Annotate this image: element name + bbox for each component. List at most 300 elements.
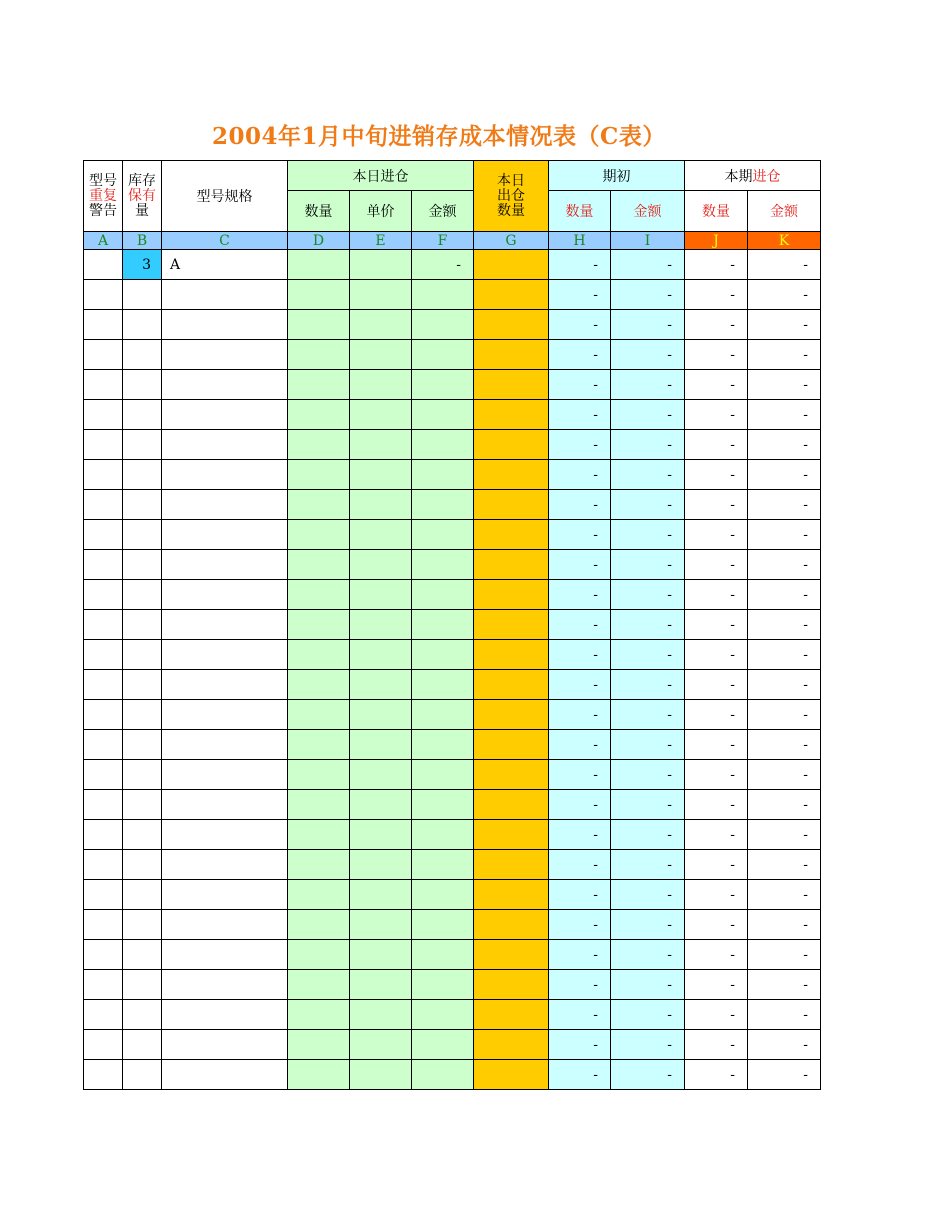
cell-stock[interactable] [123,610,162,640]
cell-spec[interactable] [162,280,288,310]
cell-in-amount[interactable] [412,940,474,970]
cell-open-qty[interactable]: - [549,340,611,370]
cell-period-qty[interactable]: - [685,880,748,910]
cell-open-amount[interactable]: - [611,520,685,550]
cell-in-amount[interactable] [412,670,474,700]
cell-period-qty[interactable]: - [685,970,748,1000]
cell-period-qty[interactable]: - [685,370,748,400]
cell-stock[interactable] [123,880,162,910]
cell-in-price[interactable] [350,700,412,730]
cell-warn[interactable] [84,700,123,730]
cell-period-qty[interactable]: - [685,760,748,790]
cell-period-amount[interactable]: - [748,310,821,340]
cell-open-amount[interactable]: - [611,610,685,640]
cell-in-qty[interactable] [288,340,350,370]
cell-period-qty[interactable]: - [685,850,748,880]
cell-period-amount[interactable]: - [748,910,821,940]
col-letter-i[interactable]: I [611,232,685,250]
cell-out-qty[interactable] [474,880,549,910]
cell-open-amount[interactable]: - [611,970,685,1000]
header-warn[interactable] [84,161,123,232]
cell-period-amount[interactable]: - [748,550,821,580]
cell-period-amount[interactable]: - [748,640,821,670]
cell-stock[interactable] [123,280,162,310]
cell-warn[interactable] [84,250,123,280]
cell-open-qty[interactable]: - [549,730,611,760]
cell-out-qty[interactable] [474,850,549,880]
cell-period-amount[interactable]: - [748,460,821,490]
cell-open-amount[interactable]: - [611,580,685,610]
cell-warn[interactable] [84,820,123,850]
cell-open-qty[interactable]: - [549,430,611,460]
cell-period-amount[interactable]: - [748,700,821,730]
col-letter-b[interactable]: B [123,232,162,250]
cell-period-amount[interactable]: - [748,520,821,550]
cell-open-amount[interactable]: - [611,850,685,880]
cell-in-qty[interactable] [288,310,350,340]
cell-warn[interactable] [84,400,123,430]
cell-stock[interactable] [123,490,162,520]
cell-out-qty[interactable] [474,910,549,940]
header-open-amount[interactable]: 金额 [611,191,685,232]
cell-stock[interactable] [123,370,162,400]
cell-spec[interactable] [162,1000,288,1030]
cell-stock[interactable] [123,820,162,850]
cell-period-qty[interactable]: - [685,550,748,580]
cell-period-qty[interactable]: - [685,700,748,730]
cell-in-amount[interactable] [412,580,474,610]
cell-spec[interactable] [162,430,288,460]
col-letter-g[interactable]: G [474,232,549,250]
cell-in-price[interactable] [350,850,412,880]
cell-in-amount[interactable] [412,760,474,790]
cell-spec[interactable] [162,970,288,1000]
cell-open-amount[interactable]: - [611,940,685,970]
cell-open-amount[interactable]: - [611,670,685,700]
cell-in-amount[interactable] [412,970,474,1000]
cell-spec[interactable] [162,640,288,670]
col-letter-d[interactable]: D [288,232,350,250]
cell-open-qty[interactable]: - [549,790,611,820]
cell-out-qty[interactable] [474,760,549,790]
cell-period-amount[interactable]: - [748,250,821,280]
cell-in-qty[interactable] [288,1000,350,1030]
cell-open-amount[interactable]: - [611,400,685,430]
cell-open-qty[interactable]: - [549,910,611,940]
cell-out-qty[interactable] [474,490,549,520]
col-letter-c[interactable]: C [162,232,288,250]
cell-period-qty[interactable]: - [685,340,748,370]
cell-in-price[interactable] [350,400,412,430]
header-stock[interactable] [123,161,162,232]
cell-in-qty[interactable] [288,730,350,760]
cell-open-amount[interactable]: - [611,820,685,850]
cell-stock[interactable] [123,520,162,550]
cell-stock[interactable] [123,340,162,370]
cell-in-price[interactable] [350,250,412,280]
cell-in-price[interactable] [350,1030,412,1060]
cell-in-price[interactable] [350,370,412,400]
cell-spec[interactable] [162,580,288,610]
cell-open-qty[interactable]: - [549,400,611,430]
cell-open-qty[interactable]: - [549,460,611,490]
cell-stock[interactable] [123,910,162,940]
cell-out-qty[interactable] [474,790,549,820]
cell-out-qty[interactable] [474,970,549,1000]
cell-in-amount[interactable] [412,520,474,550]
cell-spec[interactable] [162,940,288,970]
cell-in-price[interactable] [350,880,412,910]
cell-period-amount[interactable]: - [748,850,821,880]
cell-period-amount[interactable]: - [748,1000,821,1030]
cell-in-amount[interactable] [412,1030,474,1060]
cell-period-amount[interactable]: - [748,430,821,460]
cell-warn[interactable] [84,370,123,400]
cell-spec[interactable] [162,880,288,910]
cell-open-qty[interactable]: - [549,700,611,730]
cell-in-qty[interactable] [288,430,350,460]
cell-stock[interactable] [123,850,162,880]
cell-open-amount[interactable]: - [611,250,685,280]
cell-stock[interactable] [123,1030,162,1060]
cell-in-price[interactable] [350,940,412,970]
cell-open-amount[interactable]: - [611,310,685,340]
cell-in-price[interactable] [350,460,412,490]
cell-period-amount[interactable]: - [748,790,821,820]
cell-open-qty[interactable]: - [549,520,611,550]
cell-in-qty[interactable] [288,700,350,730]
cell-in-amount[interactable] [412,700,474,730]
cell-warn[interactable] [84,1060,123,1090]
cell-open-qty[interactable]: - [549,1000,611,1030]
cell-open-amount[interactable]: - [611,340,685,370]
cell-in-amount[interactable] [412,370,474,400]
cell-in-amount[interactable] [412,340,474,370]
cell-out-qty[interactable] [474,1030,549,1060]
cell-open-qty[interactable]: - [549,880,611,910]
cell-in-qty[interactable] [288,790,350,820]
cell-in-price[interactable] [350,580,412,610]
cell-in-amount[interactable] [412,550,474,580]
cell-in-amount[interactable] [412,880,474,910]
cell-warn[interactable] [84,850,123,880]
cell-open-qty[interactable]: - [549,850,611,880]
cell-out-qty[interactable] [474,820,549,850]
cell-out-qty[interactable] [474,430,549,460]
cell-in-qty[interactable] [288,670,350,700]
cell-open-qty[interactable]: - [549,1060,611,1090]
cell-in-qty[interactable] [288,400,350,430]
cell-out-qty[interactable] [474,310,549,340]
cell-in-qty[interactable] [288,250,350,280]
cell-in-price[interactable] [350,490,412,520]
cell-warn[interactable] [84,610,123,640]
cell-open-qty[interactable]: - [549,310,611,340]
cell-stock[interactable] [123,940,162,970]
cell-period-amount[interactable]: - [748,760,821,790]
cell-out-qty[interactable] [474,520,549,550]
cell-in-price[interactable] [350,640,412,670]
cell-warn[interactable] [84,490,123,520]
header-in-qty[interactable]: 数量 [288,191,350,232]
cell-warn[interactable] [84,580,123,610]
cell-out-qty[interactable] [474,400,549,430]
cell-period-amount[interactable]: - [748,580,821,610]
cell-period-qty[interactable]: - [685,910,748,940]
header-spec[interactable]: 型号规格 [162,161,288,232]
cell-open-qty[interactable]: - [549,580,611,610]
cell-spec[interactable] [162,1060,288,1090]
col-letter-f[interactable]: F [412,232,474,250]
header-out-today[interactable] [474,161,549,232]
cell-out-qty[interactable] [474,940,549,970]
cell-open-qty[interactable]: - [549,760,611,790]
cell-open-amount[interactable]: - [611,1030,685,1060]
cell-stock[interactable] [123,400,162,430]
cell-open-amount[interactable]: - [611,280,685,310]
cell-out-qty[interactable] [474,580,549,610]
cell-warn[interactable] [84,910,123,940]
cell-in-amount[interactable] [412,730,474,760]
header-in-amount[interactable]: 金额 [412,191,474,232]
cell-stock[interactable] [123,550,162,580]
cell-open-amount[interactable]: - [611,490,685,520]
cell-period-qty[interactable]: - [685,640,748,670]
cell-period-amount[interactable]: - [748,340,821,370]
cell-out-qty[interactable] [474,670,549,700]
cell-open-qty[interactable]: - [549,490,611,520]
cell-period-qty[interactable]: - [685,940,748,970]
cell-in-amount[interactable]: - [412,250,474,280]
cell-in-price[interactable] [350,310,412,340]
cell-spec[interactable] [162,820,288,850]
cell-open-amount[interactable]: - [611,460,685,490]
cell-warn[interactable] [84,790,123,820]
cell-warn[interactable] [84,280,123,310]
cell-period-qty[interactable]: - [685,430,748,460]
cell-open-amount[interactable]: - [611,910,685,940]
cell-in-qty[interactable] [288,760,350,790]
cell-in-qty[interactable] [288,940,350,970]
cell-in-amount[interactable] [412,490,474,520]
cell-spec[interactable] [162,550,288,580]
cell-warn[interactable] [84,940,123,970]
cell-warn[interactable] [84,460,123,490]
cell-period-qty[interactable]: - [685,280,748,310]
cell-period-amount[interactable]: - [748,970,821,1000]
header-open-qty[interactable]: 数量 [549,191,611,232]
cell-open-qty[interactable]: - [549,640,611,670]
cell-in-price[interactable] [350,550,412,580]
cell-in-amount[interactable] [412,640,474,670]
cell-open-amount[interactable]: - [611,1000,685,1030]
cell-period-qty[interactable]: - [685,310,748,340]
cell-in-amount[interactable] [412,310,474,340]
cell-in-amount[interactable] [412,400,474,430]
cell-open-qty[interactable]: - [549,250,611,280]
cell-out-qty[interactable] [474,640,549,670]
cell-in-qty[interactable] [288,280,350,310]
cell-in-price[interactable] [350,610,412,640]
cell-period-amount[interactable]: - [748,880,821,910]
cell-in-price[interactable] [350,730,412,760]
cell-spec[interactable] [162,910,288,940]
header-in-price[interactable]: 单价 [350,191,412,232]
cell-spec[interactable] [162,670,288,700]
cell-in-qty[interactable] [288,610,350,640]
cell-open-amount[interactable]: - [611,370,685,400]
cell-warn[interactable] [84,760,123,790]
cell-spec[interactable] [162,400,288,430]
cell-warn[interactable] [84,310,123,340]
cell-spec[interactable] [162,370,288,400]
cell-in-price[interactable] [350,340,412,370]
cell-in-qty[interactable] [288,910,350,940]
cell-open-qty[interactable]: - [549,670,611,700]
cell-open-amount[interactable]: - [611,640,685,670]
cell-in-qty[interactable] [288,850,350,880]
cell-period-qty[interactable]: - [685,580,748,610]
cell-out-qty[interactable] [474,610,549,640]
cell-warn[interactable] [84,640,123,670]
cell-spec[interactable] [162,790,288,820]
cell-spec[interactable] [162,1030,288,1060]
cell-in-amount[interactable] [412,460,474,490]
cell-period-qty[interactable]: - [685,520,748,550]
cell-open-qty[interactable]: - [549,550,611,580]
cell-in-amount[interactable] [412,820,474,850]
cell-warn[interactable] [84,670,123,700]
cell-stock[interactable] [123,730,162,760]
cell-warn[interactable] [84,880,123,910]
cell-stock[interactable] [123,670,162,700]
cell-open-amount[interactable]: - [611,430,685,460]
cell-period-qty[interactable]: - [685,250,748,280]
cell-in-qty[interactable] [288,580,350,610]
cell-period-amount[interactable]: - [748,820,821,850]
cell-in-amount[interactable] [412,610,474,640]
cell-spec[interactable] [162,700,288,730]
cell-period-amount[interactable]: - [748,370,821,400]
cell-open-amount[interactable]: - [611,1060,685,1090]
cell-stock[interactable] [123,1060,162,1090]
cell-in-price[interactable] [350,670,412,700]
cell-stock[interactable] [123,1000,162,1030]
cell-open-amount[interactable]: - [611,700,685,730]
cell-period-amount[interactable]: - [748,1030,821,1060]
cell-in-price[interactable] [350,430,412,460]
cell-period-qty[interactable]: - [685,610,748,640]
cell-in-amount[interactable] [412,1060,474,1090]
cell-period-qty[interactable]: - [685,730,748,760]
cell-out-qty[interactable] [474,250,549,280]
cell-in-price[interactable] [350,760,412,790]
cell-stock-selected[interactable]: 3 [123,250,162,280]
cell-period-amount[interactable]: - [748,670,821,700]
col-letter-e[interactable]: E [350,232,412,250]
cell-spec[interactable] [162,520,288,550]
cell-spec[interactable]: A [162,250,288,280]
cell-stock[interactable] [123,430,162,460]
cell-spec[interactable] [162,610,288,640]
cell-out-qty[interactable] [474,460,549,490]
cell-out-qty[interactable] [474,1000,549,1030]
header-period-amount[interactable]: 金额 [748,191,821,232]
cell-out-qty[interactable] [474,550,549,580]
cell-in-qty[interactable] [288,880,350,910]
cell-open-qty[interactable]: - [549,970,611,1000]
cell-spec[interactable] [162,340,288,370]
cell-stock[interactable] [123,700,162,730]
cell-stock[interactable] [123,790,162,820]
cell-in-qty[interactable] [288,370,350,400]
cell-in-price[interactable] [350,280,412,310]
cell-spec[interactable] [162,730,288,760]
cell-stock[interactable] [123,580,162,610]
cell-in-amount[interactable] [412,280,474,310]
cell-open-amount[interactable]: - [611,880,685,910]
cell-period-qty[interactable]: - [685,820,748,850]
cell-in-amount[interactable] [412,910,474,940]
cell-warn[interactable] [84,340,123,370]
cell-period-qty[interactable]: - [685,670,748,700]
cell-out-qty[interactable] [474,370,549,400]
cell-in-price[interactable] [350,970,412,1000]
cell-open-qty[interactable]: - [549,820,611,850]
header-period-in[interactable] [685,161,821,191]
cell-stock[interactable] [123,760,162,790]
cell-in-qty[interactable] [288,460,350,490]
cell-in-price[interactable] [350,1000,412,1030]
cell-stock[interactable] [123,970,162,1000]
cell-period-amount[interactable]: - [748,280,821,310]
cell-period-amount[interactable]: - [748,1060,821,1090]
col-letter-k[interactable]: K [748,232,821,250]
cell-out-qty[interactable] [474,700,549,730]
cell-period-amount[interactable]: - [748,490,821,520]
cell-period-amount[interactable]: - [748,400,821,430]
cell-warn[interactable] [84,970,123,1000]
cell-in-qty[interactable] [288,490,350,520]
col-letter-j[interactable]: J [685,232,748,250]
cell-in-amount[interactable] [412,1000,474,1030]
cell-in-qty[interactable] [288,820,350,850]
cell-out-qty[interactable] [474,1060,549,1090]
cell-in-qty[interactable] [288,520,350,550]
header-period-qty[interactable]: 数量 [685,191,748,232]
cell-warn[interactable] [84,1030,123,1060]
cell-warn[interactable] [84,520,123,550]
cell-open-qty[interactable]: - [549,370,611,400]
header-in-today[interactable]: 本日进仓 [288,161,474,191]
cell-in-price[interactable] [350,1060,412,1090]
cell-in-qty[interactable] [288,1030,350,1060]
cell-period-qty[interactable]: - [685,1060,748,1090]
cell-warn[interactable] [84,1000,123,1030]
cell-open-amount[interactable]: - [611,550,685,580]
cell-out-qty[interactable] [474,730,549,760]
cell-in-price[interactable] [350,790,412,820]
cell-period-qty[interactable]: - [685,460,748,490]
col-letter-h[interactable]: H [549,232,611,250]
cell-warn[interactable] [84,550,123,580]
cell-open-amount[interactable]: - [611,760,685,790]
cell-open-qty[interactable]: - [549,610,611,640]
cell-spec[interactable] [162,850,288,880]
cell-period-amount[interactable]: - [748,940,821,970]
cell-stock[interactable] [123,310,162,340]
cell-warn[interactable] [84,430,123,460]
